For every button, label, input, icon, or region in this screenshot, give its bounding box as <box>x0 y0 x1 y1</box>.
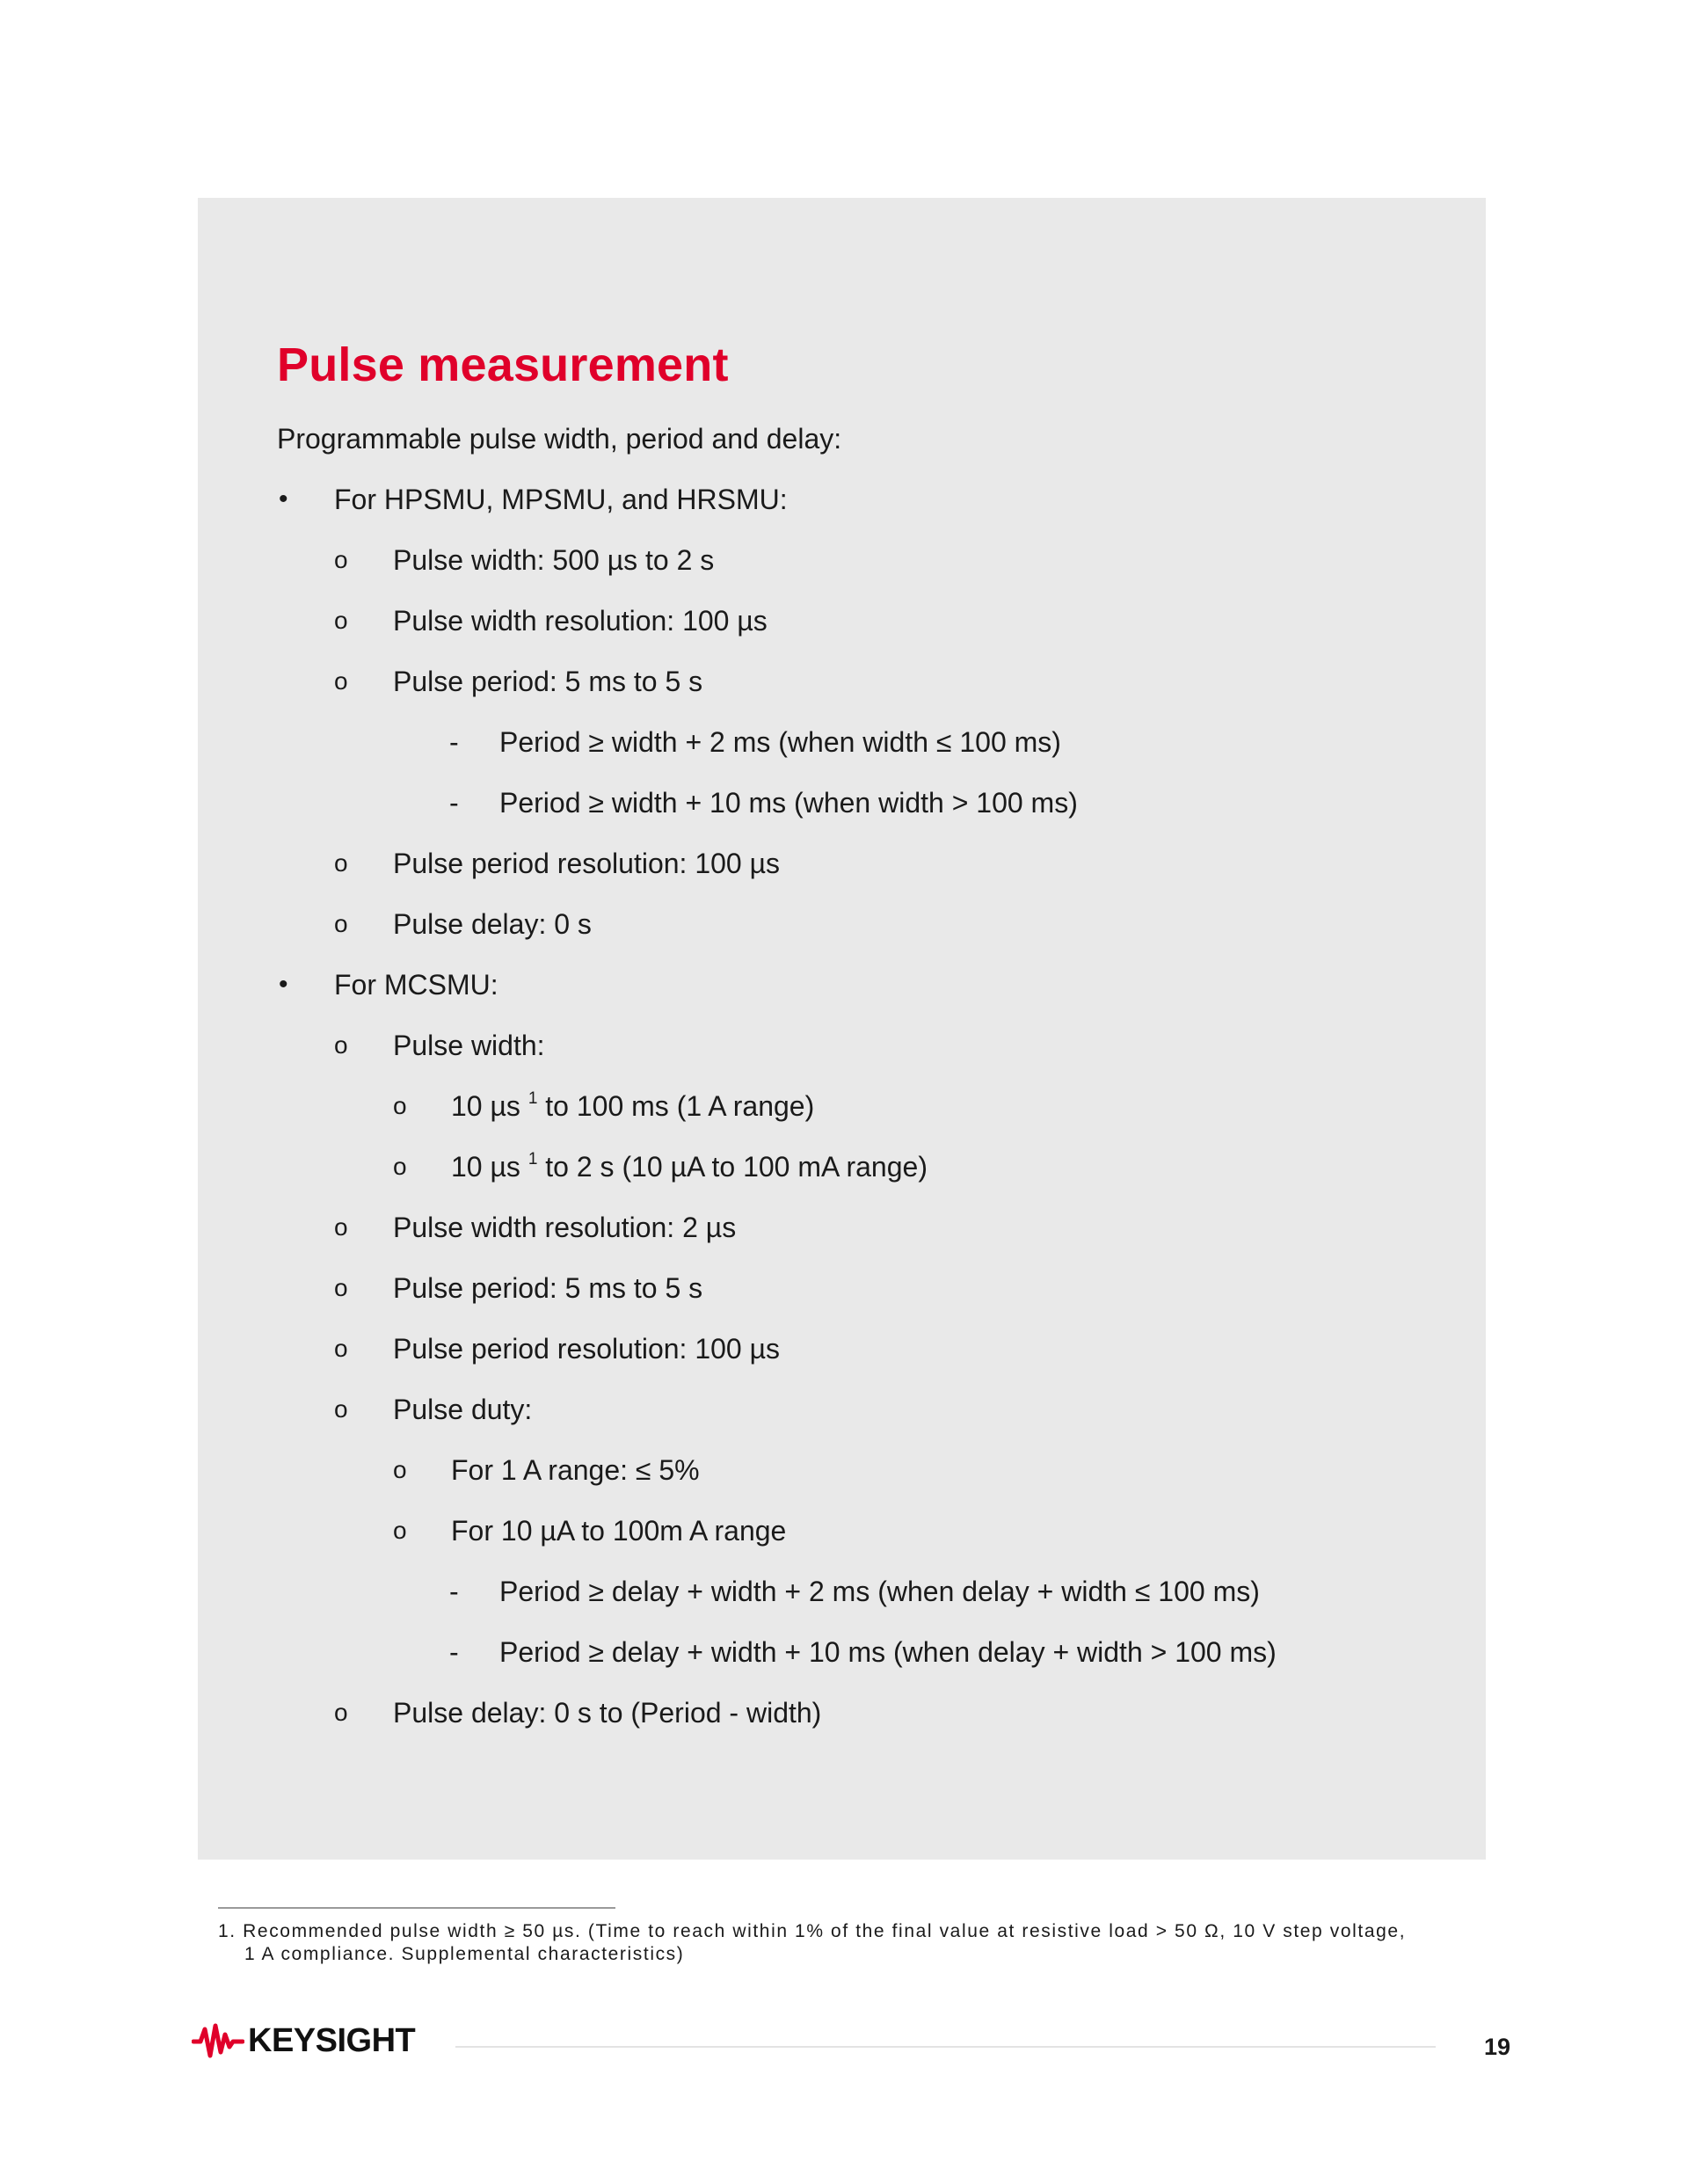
list-item <box>198 1634 1486 1670</box>
footnote-ref: 1 <box>528 1150 538 1168</box>
list-item <box>198 1695 1486 1730</box>
circle-marker: o <box>393 1092 407 1119</box>
footer-divider <box>455 2046 1436 2048</box>
circle-marker: o <box>334 1335 348 1362</box>
list-item <box>198 906 1486 942</box>
list-item-text: Pulse delay: 0 s <box>393 908 592 940</box>
dash-marker: - <box>449 1636 459 1668</box>
footnote-line: 1. Recommended pulse width ≥ 50 µs. (Time to reach within 1% of the final value at resistive load > 50 Ω, 10 V step voltage, <box>218 1921 1407 1941</box>
list-item-text: For 10 µA to 100m A range <box>451 1515 787 1547</box>
keysight-wave-icon <box>192 2020 244 2061</box>
dash-marker: - <box>449 726 459 758</box>
circle-marker: o <box>334 1699 348 1726</box>
intro-text: Programmable pulse width, period and delay: <box>277 423 842 455</box>
list-item-text: Pulse delay: 0 s to (Period - width) <box>393 1697 822 1729</box>
group-label: For HPSMU, MPSMU, and HRSMU: <box>334 484 788 515</box>
brand-name: KEYSIGHT <box>248 2022 416 2059</box>
list-item-text: Pulse width resolution: 2 µs <box>393 1212 737 1243</box>
list-item <box>198 1149 1486 1184</box>
dash-marker: - <box>449 1576 459 1607</box>
section-title: Pulse measurement <box>277 339 729 391</box>
value-text: 10 µs <box>451 1151 520 1183</box>
list-item <box>198 1331 1486 1366</box>
circle-marker: o <box>334 1031 348 1059</box>
list-item-text: Pulse period resolution: 100 µs <box>393 1333 781 1365</box>
page-number: 19 <box>1484 2034 1511 2060</box>
list-item <box>198 664 1486 699</box>
list-item <box>198 1028 1486 1063</box>
footnote-line: 1 A compliance. Supplemental characteristics) <box>244 1944 685 1964</box>
circle-marker: o <box>334 667 348 695</box>
list-item-text: Pulse duty: <box>393 1394 533 1425</box>
list-item <box>198 1270 1486 1306</box>
bullet-marker: • <box>279 484 288 513</box>
circle-marker: o <box>334 1274 348 1301</box>
circle-marker: o <box>334 849 348 877</box>
list-item <box>198 1452 1486 1488</box>
footnote-divider <box>218 1907 615 1909</box>
circle-marker: o <box>334 910 348 937</box>
list-item-text: Pulse width resolution: 100 µs <box>393 605 768 637</box>
list-item-text: Period ≥ delay + width + 2 ms (when delay + width ≤ 100 ms) <box>499 1576 1260 1607</box>
list-item-text: Period ≥ delay + width + 10 ms (when delay + width > 100 ms) <box>499 1636 1277 1668</box>
list-item <box>198 1088 1486 1124</box>
value-text: to 100 ms (1 A range) <box>545 1090 815 1122</box>
value-text: 10 µs <box>451 1090 520 1122</box>
list-item-text: Pulse period resolution: 100 µs <box>393 848 781 879</box>
list-item-text: Pulse period: 5 ms to 5 s <box>393 1272 703 1304</box>
list-item <box>198 482 1486 517</box>
list-item-text: Period ≥ width + 10 ms (when width > 100 ms) <box>499 787 1078 819</box>
list-item <box>198 1392 1486 1427</box>
list-item <box>198 967 1486 1002</box>
group-label: For MCSMU: <box>334 969 498 1001</box>
circle-marker: o <box>334 1213 348 1241</box>
footnote <box>218 1920 1466 1966</box>
footnote-ref: 1 <box>528 1089 538 1108</box>
value-text: to 2 s (10 µA to 100 mA range) <box>545 1151 928 1183</box>
list-item-text: Pulse width: 500 µs to 2 s <box>393 544 715 576</box>
bullet-marker: • <box>279 970 288 999</box>
list-item <box>198 1574 1486 1609</box>
circle-marker: o <box>334 546 348 573</box>
list-item <box>198 785 1486 820</box>
content-panel <box>198 198 1486 1860</box>
circle-marker: o <box>393 1153 407 1180</box>
list-item-text <box>451 1149 928 1190</box>
list-item-text: Pulse width: <box>393 1030 545 1061</box>
circle-marker: o <box>334 1395 348 1423</box>
keysight-logo <box>192 2020 420 2061</box>
list-item <box>198 603 1486 638</box>
list-item <box>198 846 1486 881</box>
list-item <box>198 1513 1486 1548</box>
list-item <box>198 1210 1486 1245</box>
dash-marker: - <box>449 787 459 819</box>
list-item-text: Period ≥ width + 2 ms (when width ≤ 100 ms) <box>499 726 1061 758</box>
list-item-text: Pulse period: 5 ms to 5 s <box>393 666 703 697</box>
circle-marker: o <box>393 1456 407 1483</box>
list-item-text <box>451 1088 814 1129</box>
circle-marker: o <box>393 1517 407 1544</box>
list-item <box>198 724 1486 760</box>
list-item-text: For 1 A range: ≤ 5% <box>451 1454 700 1486</box>
list-item <box>198 542 1486 578</box>
circle-marker: o <box>334 607 348 634</box>
